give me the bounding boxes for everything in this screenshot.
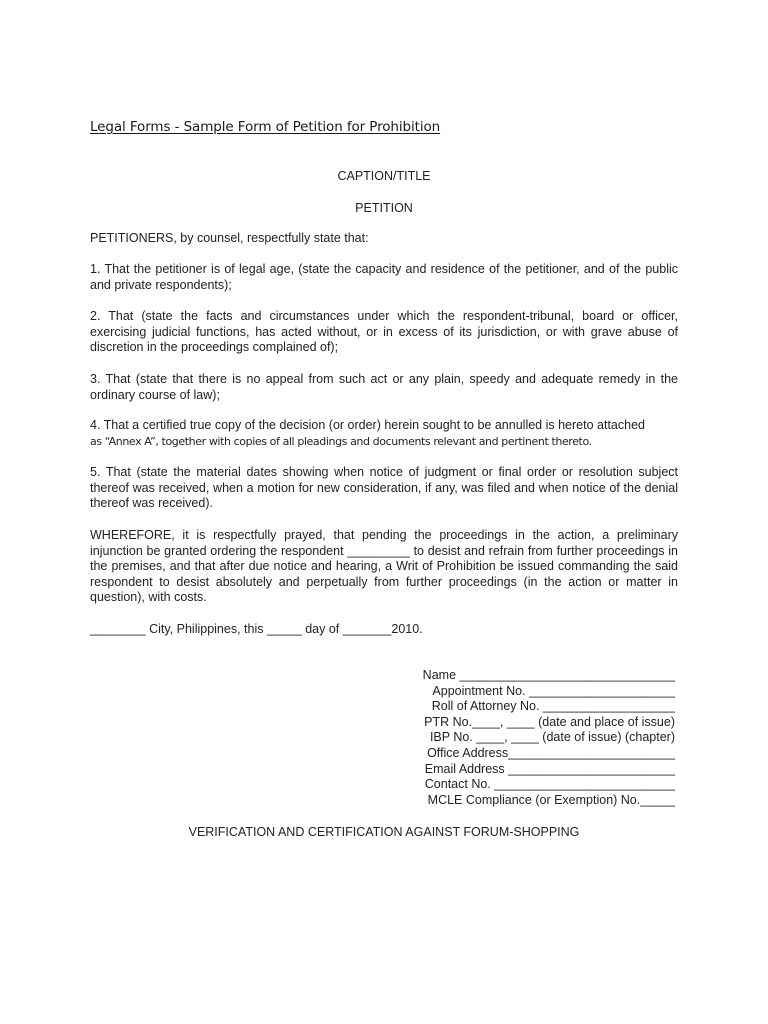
petition-title: PETITION <box>355 201 413 215</box>
paragraph-4-line-2: as “Annex A”, together with copies of all pleadings and documents relevant and pertinent thereto. <box>90 434 592 448</box>
signature-roll: Roll of Attorney No. ___________________ <box>431 699 675 714</box>
signature-ibp: IBP No. ____, ____ (date of issue) (chapter) <box>429 730 675 745</box>
paragraph-4-line-1: 4. That a certified true copy of the decision (or order) herein sought to be annulled is hereto attached <box>90 418 645 432</box>
signature-appointment: Appointment No. _____________________ <box>432 683 675 698</box>
signature-name: Name _______________________________ <box>422 668 675 682</box>
signature-office: Office Address________________________ <box>427 745 675 760</box>
caption-title: CAPTION/TITLE <box>337 169 431 183</box>
paragraph-3: 3. That (state that there is no appeal from such act or any plain, speedy and adequate remedy in the ordinary course of law); <box>90 372 678 402</box>
document-heading: Legal Forms - Sample Form of Petition for Prohibition <box>90 119 441 135</box>
signature-contact: Contact No. __________________________ <box>424 777 675 792</box>
signature-ptr: PTR No.____, ____ (date and place of issue) <box>424 714 675 729</box>
signature-block <box>405 668 675 808</box>
date-line: ________ City, Philippines, this _____ day of _______2010. <box>90 622 423 636</box>
paragraph-2: 2. That (state the facts and circumstances under which the respondent-tribunal, board or officer, exercising judicial functions, has acted without, or in excess of its jurisdiction, or with grave abuse of discretion in the proceedings complained of); <box>90 309 678 355</box>
paragraph-1: 1. That the petitioner is of legal age, (state the capacity and residence of the petitioner, and of the public and private respondents); <box>90 262 678 292</box>
paragraph-5: 5. That (state the material dates showing when notice of judgment or final order or resolution subject thereof was received, when a motion for new consideration, if any, was filed and when notice of the denial thereof was received). <box>90 465 678 511</box>
signature-email: Email Address ________________________ <box>424 761 675 776</box>
prayer-paragraph: WHEREFORE, it is respectfully prayed, that pending the proceedings in the action, a preliminary injunction be granted ordering the respondent _________ to desist and refrain from further proceedings in the premises, and that after due notice and hearing, a Writ of Prohibition be issued commanding the said respondent to desist absolutely and perpetually from further proceedings (in the action or matter in question), with costs. <box>90 528 678 605</box>
signature-mcle: MCLE Compliance (or Exemption) No._____ <box>427 792 675 807</box>
paragraph-4 <box>90 418 678 449</box>
intro-paragraph: PETITIONERS, by counsel, respectfully state that: <box>90 231 369 245</box>
verification-heading: VERIFICATION AND CERTIFICATION AGAINST FORUM-SHOPPING <box>188 825 580 839</box>
